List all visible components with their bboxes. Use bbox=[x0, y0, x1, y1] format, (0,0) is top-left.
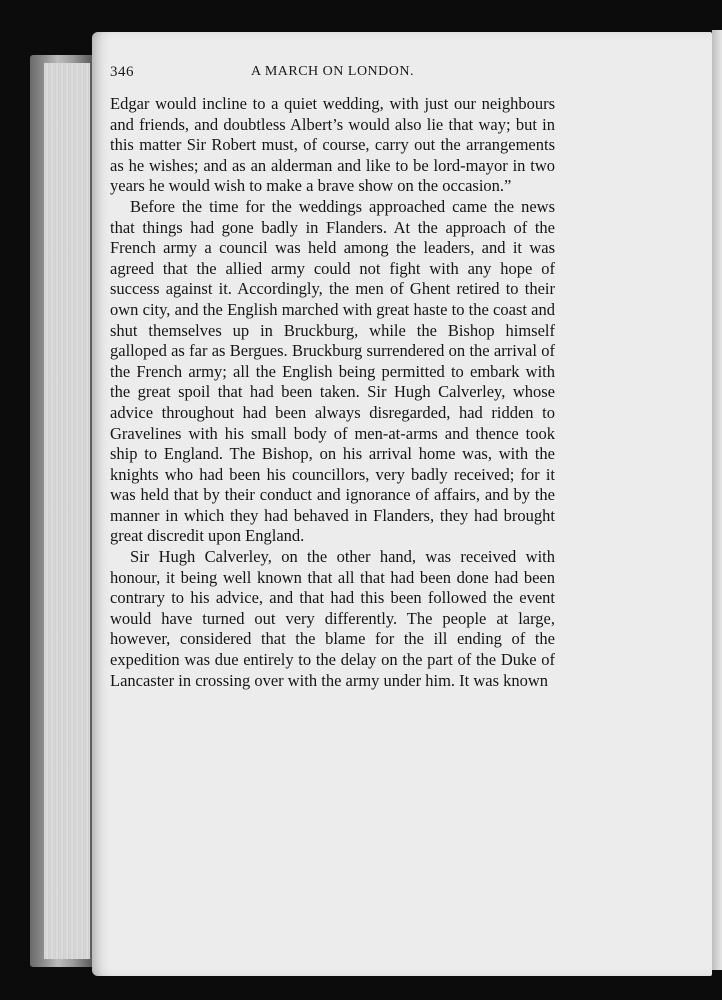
next-page-sliver bbox=[712, 30, 722, 970]
paragraph-1: Edgar would incline to a quiet wedding, with just our neighbours and friends, and doubtless Albert’s would also lie that way; but in this matter Sir Robert must, of course, carry out the arrangements as he wishes; and as an alderman and like to be lord-mayor in two years he would wish to make a brave show on the occasion.” bbox=[110, 94, 555, 196]
page-number: 346 bbox=[110, 64, 134, 80]
paragraph-3: Sir Hugh Calverley, on the other hand, was received with honour, it being well known that all that had been done had been contrary to his advice, and that had this been followed the event would have turned out very differently. The people at large, however, considered that the blame for the ill ending of the expedition was due entirely to the delay on the part of the Duke of Lancaster in crossing over with the army under him. It was known bbox=[110, 547, 555, 690]
paragraph-2: Before the time for the weddings approached came the news that things had gone badly in Flanders. At the approach of the French army a council was held among the leaders, and it was agreed that the allied army could not fight with any hope of success against it. Accordingly, the men of Ghent retired to their own city, and the English marched with great haste to the coast and shut themselves up in Bruckburg, while the Bishop himself galloped as far as Bergues. Bruckburg surrendered on the arrival of the French army; all the English being permitted to embark with the great spoil that had been taken. Sir Hugh Calverley, whose advice throughout had been always disregarded, had ridden to Gravelines with his small body of men-at-arms and thence took ship to England. The Bishop, on his arrival home was, with the knights who had been his councillors, very badly received; for it was held that by their conduct and ignorance of affairs, and by the manner in which they had behaved in Flanders, they had brought great discredit upon England. bbox=[110, 196, 555, 546]
running-head bbox=[110, 64, 555, 88]
book-page-edges bbox=[30, 55, 92, 967]
running-title: A MARCH ON LONDON. bbox=[250, 64, 414, 79]
body-text bbox=[110, 94, 555, 691]
